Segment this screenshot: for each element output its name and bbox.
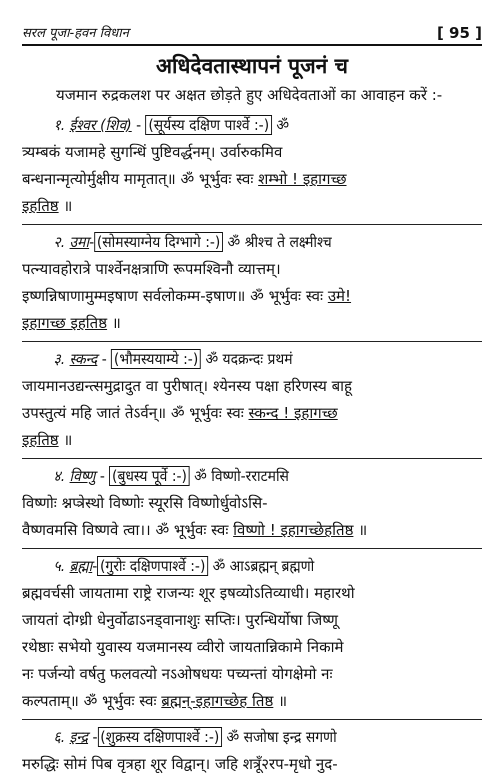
mantra-text: ॥ (358, 521, 368, 539)
section-number: ५. (53, 557, 66, 575)
mantra-text: ॐ श्रीश्च ते लक्ष्मीश्च (227, 233, 332, 251)
invocation-text: इहागच्छ इहतिष्ठ (22, 314, 108, 332)
placement-note: (शुक्रस्य दक्षिणपार्श्वे :-) (97, 727, 222, 747)
mantra-line (22, 688, 482, 715)
mantra-text: ॐ यदक्रन्दः प्रथमं (205, 350, 293, 368)
mantra-line: नः पर्जन्यो वर्षतु फलवत्यो नऽओषधयः पच्यन्तां योगक्षेमो नः (22, 665, 333, 683)
mantra-line (22, 400, 482, 427)
section-first-line: ४. विष्णु - (बुधस्य पूर्वे :-) ॐ विष्णो-रराटमसि (53, 467, 289, 485)
deity-name: इन्द्र (69, 728, 89, 746)
mantra-line (22, 310, 482, 337)
mantra-text: ॥ (63, 197, 73, 215)
mantra-text: बन्धनान्मृत्योर्मुक्षीय मामृतात्॥ ॐ भूर्भुवः स्वः (22, 170, 254, 188)
mantra-line: त्र्यम्बकं यजामहे सुगन्धिं पुष्टिवर्द्धनम्। उर्वारुकमिव (22, 143, 283, 161)
section-skanda (22, 341, 482, 454)
mantra-text: ॐ (276, 116, 289, 134)
mantra-text: ॐ विष्णो-रराटमसि (194, 467, 289, 485)
mantra-text: ॥ (111, 314, 121, 332)
section-indra (22, 719, 482, 778)
placement-note: (सोमस्याग्नेय दिग्भागे :-) (94, 232, 223, 252)
section-first-line: १. ईश्वर (शिव) - (सूर्यस्य दक्षिण पार्श्वे :-) ॐ (53, 116, 289, 134)
mantra-line: जायतां दोग्ध्री धेनुर्वोढाऽनड्वानाशुः सप्तिः। पुरन्धिर्योषा जिष्णू (22, 611, 338, 629)
mantra-line: मरुद्धिः सोमं पिब वृत्रहा शूर विद्वान्। जहि शत्रूँ२रप-मृधो नुद- (22, 755, 338, 773)
section-ishvara (22, 112, 482, 220)
mantra-text: कल्पताम्॥ ॐ भूर्भुवः स्वः (22, 692, 157, 710)
mantra-text: वैष्णवमसि विष्णवे त्वा।। ॐ भूर्भुवः स्वः (22, 521, 229, 539)
placement-note: (गुरोः दक्षिणपार्श्वे :-) (97, 556, 208, 576)
invocation-text: स्कन्द ! इहागच्छ (248, 404, 338, 422)
section-number: ३. (53, 350, 66, 368)
section-first-line: २. उमा- (सोमस्याग्नेय दिग्भागे :-) ॐ श्रीश्च ते लक्ष्मीश्च (53, 233, 332, 251)
mantra-text: इष्णन्निषाणामुम्मइषाण सर्वलोकम्म-इषाण॥ ॐ भूर्भुवः स्वः (22, 287, 324, 305)
intro-paragraph: यजमान रुद्रकलश पर अक्षत छोड़ते हुए अधिदेवताओं का आवाहन करें :- (56, 86, 443, 104)
page-number: [ 95 ] (436, 24, 482, 42)
mantra-line (22, 283, 482, 310)
section-number: १. (53, 116, 66, 134)
deity-name: ईश्वर (शिव) (69, 116, 132, 134)
mantra-text: ॐ सजोषा इन्द्र सगणो (226, 728, 337, 746)
deity-name: उमा (69, 233, 90, 251)
section-first-line: ३. स्कन्द - (भौमस्ययाम्ये :-) ॐ यदक्रन्दः प्रथमं (53, 350, 293, 368)
mantra-text: ॐ आऽब्रह्मन् ब्रह्मणो (212, 557, 315, 575)
mantra-line: विष्णोः श्नप्त्रेस्थो विष्णोः स्यूरसि विष्णोर्धुवोऽसि- (22, 494, 268, 512)
mantra-text: ॥ (278, 692, 288, 710)
mantra-line: पत्न्यावहोरात्रे पार्श्वेनक्षत्राणि रूपमश्विनौ व्यात्तम्। (22, 260, 281, 278)
deity-name: ब्रह्मा (69, 557, 93, 575)
invocation-text: इहतिष्ठ (22, 431, 59, 449)
running-title: सरल पूजा-हवन विधान (22, 26, 129, 41)
mantra-line (22, 517, 482, 544)
section-first-line: ५. ब्रह्मा- (गुरोः दक्षिणपार्श्वे :-) ॐ आऽब्रह्मन् ब्रह्मणो (53, 557, 315, 575)
invocation-text: उमे! (327, 287, 352, 305)
section-brahma (22, 548, 482, 715)
mantra-line (22, 166, 482, 193)
mantra-line (22, 427, 482, 454)
mantra-text: उपस्तुत्यं महि जातं तेऽर्वन्॥ ॐ भूर्भुवः स्वः (22, 404, 244, 422)
mantra-line: रथेष्ठाः सभेयो युवास्य यजमानस्य व्वीरो जायतान्निकामे निकामे (22, 638, 344, 656)
placement-note: (सूर्यस्य दक्षिण पार्श्वे :-) (146, 115, 272, 135)
mantra-line: ब्रह्मवर्चसी जायतामा राष्ट्रे राजन्यः शूर इषव्योऽतिव्याधी। महारथो (22, 584, 355, 602)
section-number: ४. (53, 467, 66, 485)
invocation-text: विष्णो ! इहागच्छेहतिष्ठ (233, 521, 354, 539)
invocation-text: ब्रह्मन्-इहागच्छेह तिष्ठ (161, 692, 274, 710)
section-number: ६. (53, 728, 66, 746)
section-uma (22, 224, 482, 337)
invocation-text: शम्भो ! इहागच्छ (258, 170, 347, 188)
deity-name: विष्णु (69, 467, 96, 485)
section-vishnu (22, 458, 482, 544)
page-title: अधिदेवतास्थापनं पूजनं च (156, 54, 348, 78)
deity-name: स्कन्द (69, 350, 98, 368)
placement-note: (भौमस्ययाम्ये :-) (111, 349, 201, 369)
mantra-line: जायमानउद्यन्त्समुद्रादुत वा पुरीषात्। श्येनस्य पक्षा हरिणस्य बाहू (22, 377, 353, 395)
mantra-text: ॥ (63, 431, 73, 449)
mantra-line (22, 193, 482, 220)
section-number: २. (53, 233, 66, 251)
running-header (22, 0, 482, 46)
section-first-line: ६. इन्द्र - (शुक्रस्य दक्षिणपार्श्वे :-) ॐ सजोषा इन्द्र सगणो (53, 728, 337, 746)
placement-note: (बुधस्य पूर्वे :-) (109, 466, 189, 486)
invocation-text: इहतिष्ठ (22, 197, 59, 215)
